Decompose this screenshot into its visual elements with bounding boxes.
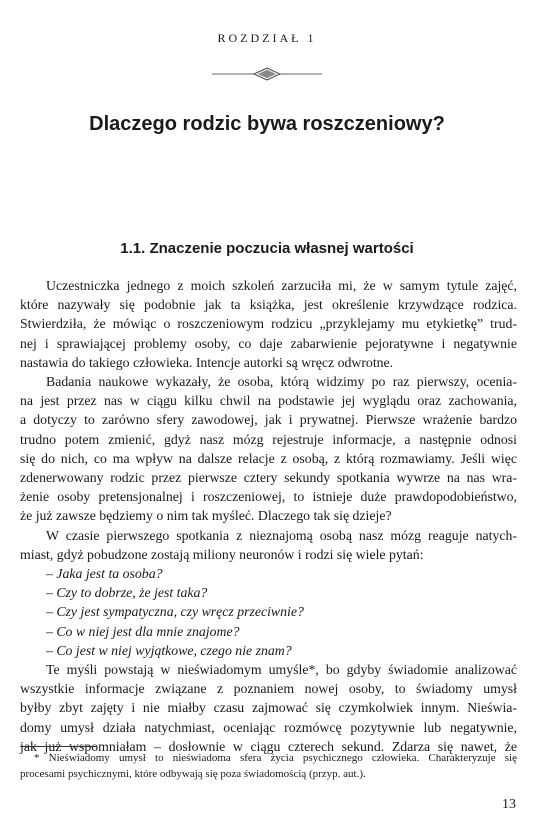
text-line: a dotyczy to zarówno sfery zawodowej, jak i prywatnej. Pierwsze wrażenie bardzo (20, 412, 517, 428)
text-line: Te myśli powstają w nieświadomym umyśle*, bo gdyby świadomie analizować (46, 662, 517, 678)
footnote-line: * Nieświadomy umysł to nieświadoma sfera życia psychicznego człowieka. Charakteryzuje się (34, 752, 517, 764)
text-line: Stwierdziła, że mówiąc o roszczeniowym rodzicu „przyklejamy mu etykietkę” trud- (20, 316, 517, 332)
text-line: się do nich, co ma wpływ na dalsze relacje z osobą, z którą rozmawiamy. Jeśli więc (20, 450, 517, 466)
footnote-line: procesami psychicznymi, które odbywają się poza świadomością (przyp. aut.). (20, 767, 366, 780)
section-title: 1.1. Znaczenie poczucia własnej wartości (120, 240, 414, 257)
text-line: wszystkie informacje związane z poznaniem nowej osoby, to świadomy umysł (20, 681, 517, 697)
text-line: że już zawsze będziemy o nim tak myśleć. Dlaczego tak się dzieje? (20, 508, 392, 524)
text-line: Uczestniczka jednego z moich szkoleń zarzuciła mi, że w samym tytule zajęć, (46, 278, 517, 293)
text-line: zdenerwowany rodzic przez pierwsze cztery sekundy spotkania wywrze na nas wra- (20, 470, 517, 486)
text-line: Badania naukowe wykazały, że osoba, którą widzimy po raz pierwszy, oceniа- (46, 374, 517, 390)
question-item: – Czy jest sympatyczna, czy wręcz przeciwnie? (46, 604, 304, 620)
question-item: – Jaka jest ta osoba? (46, 566, 163, 582)
footnote-divider (20, 746, 96, 747)
text-line: trudno potem zmienić, gdyż nasz mózg rejestruje informacje, a następnie odnosi (20, 431, 517, 447)
text-line: które nazywały się podobnie jak ta książka, jest określenie krzywdzące rodzica. (20, 297, 517, 313)
text-line: nastawia do takiego człowieka. Intencje autorki są wręcz odwrotne. (20, 354, 394, 370)
text-line: żenie osoby pretensjonalnej i roszczeniowej, to istnieje duże prawdopodobieństwo, (20, 489, 517, 505)
chapter-ornament (212, 66, 322, 82)
page-number: 13 (502, 797, 516, 812)
text-line: nej i sprawiającej problemy osoby, co daje zabarwienie pejoratywne i negatywnie (20, 335, 517, 351)
question-item: – Co w niej jest dla mnie znajome? (46, 623, 240, 639)
text-line: byłby zbyt zajęty i nie miałby czasu zajmować się czymkolwiek innym. Nieświa- (20, 700, 517, 716)
footnote (20, 751, 517, 782)
text-line: miast, gdyż pobudzone zostają miliony neuronów i rodzi się wiele pytań: (20, 546, 424, 562)
body-text (20, 276, 517, 756)
text-line: jak już wspomniałam – dosłownie w ciągu czterech sekund. Zdarza się nawet, że (20, 738, 517, 754)
chapter-label: ROZDZIAŁ 1 (217, 31, 317, 45)
chapter-title: Dlaczego rodzic bywa roszczeniowy? (89, 113, 445, 135)
text-line: domy umysł działa natychmiast, oceniając rozmówcę pozytywnie lub negatywnie, (20, 719, 517, 735)
text-line: na jest przez nas w ciągu kilku chwil na podstawie jej wyglądu oraz zachowania, (20, 393, 517, 409)
question-item: – Co jest w niej wyjątkowe, czego nie znam? (46, 642, 292, 658)
question-item: – Czy to dobrze, że jest taka? (46, 585, 208, 601)
text-line: W czasie pierwszego spotkania z nieznajomą osobą nasz mózg reaguje natych- (46, 527, 517, 543)
